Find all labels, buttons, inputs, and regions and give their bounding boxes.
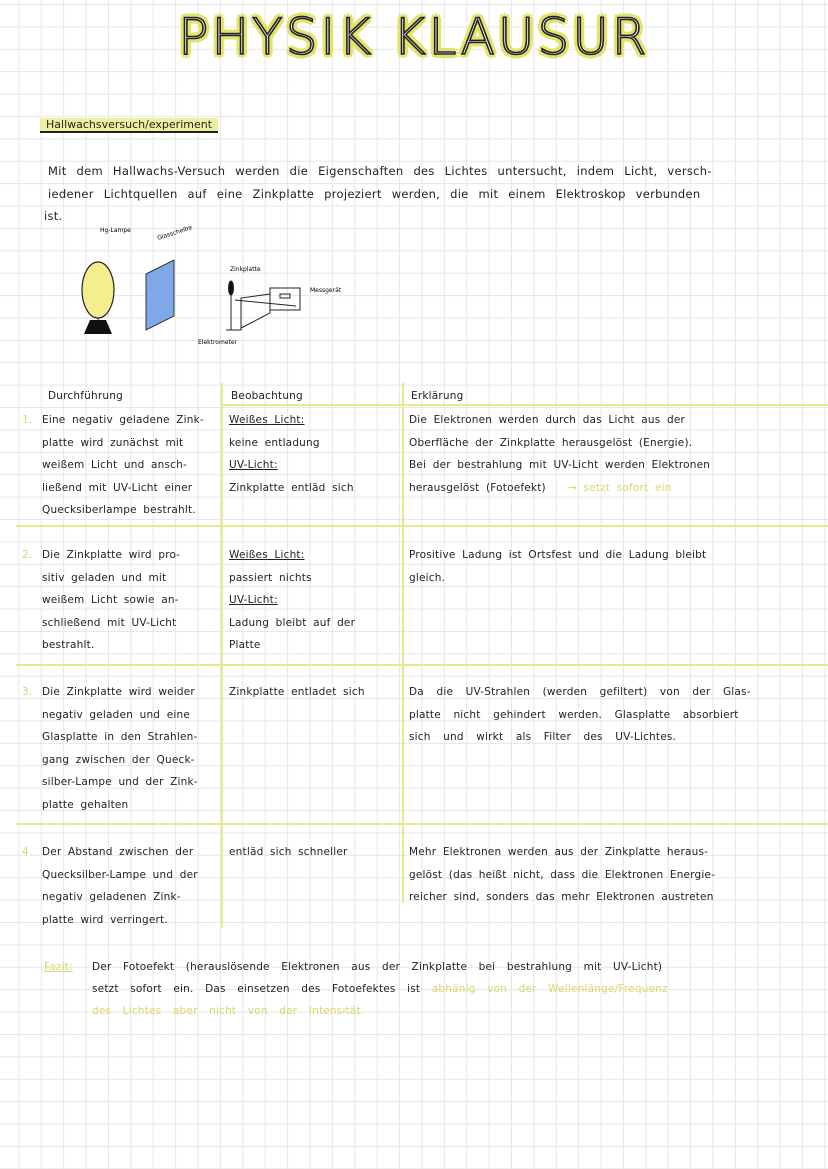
erklaerung-line: gelöst (das heißt nicht, dass die Elektronen Energie- — [409, 868, 716, 881]
erklaerung-line: sich und wirkt als Filter des UV-Lichtes. — [409, 731, 677, 744]
erklaerung-line: Die Elektronen werden durch das Licht aus der — [409, 414, 685, 426]
durchfuehrung-line: Quecksiberlampe bestrahlt. — [42, 504, 196, 517]
table-divider — [16, 823, 828, 825]
durchfuehrung-line: platte gehalten — [42, 799, 129, 811]
durchfuehrung-line: weißem Licht sowie an- — [42, 594, 179, 607]
row-number: 3. — [22, 686, 33, 698]
durchfuehrung-line: sitiv geladen und mit — [42, 571, 167, 584]
beobachtung-line: Zinkplatte entladet sich — [229, 686, 365, 698]
durchfuehrung-line: weißem Licht und ansch- — [42, 459, 187, 472]
beobachtung-line: Ladung bleibt auf der — [229, 616, 356, 629]
row-number: 4. — [22, 846, 33, 858]
table-divider — [16, 525, 828, 527]
fazit-label: Fazit: — [44, 961, 73, 973]
diagram-label-meter: Messgerät — [310, 287, 342, 294]
beobachtung-line: passiert nichts — [229, 571, 312, 584]
header-beobachtung: Beobachtung — [231, 390, 303, 402]
diagram-label-electrometer: Elektrometer — [198, 339, 238, 346]
table-divider — [222, 404, 828, 406]
durchfuehrung-line: Eine negativ geladene Zink- — [42, 414, 204, 426]
header-erklaerung: Erklärung — [411, 390, 464, 402]
erklaerung-line: Oberfläche der Zinkplatte herausgelöst (Energie). — [409, 436, 693, 449]
durchfuehrung-line: ließend mit UV-Licht einer — [42, 481, 193, 494]
erklaerung-line: platte nicht gehindert werden. Glasplatte absorbiert — [409, 708, 739, 721]
fazit-segment: Der Fotoefekt (herauslösende Elektronen aus der Zinkplatte bei bestrahlung mit UV-Licht) — [92, 961, 663, 973]
page-title: PHYSIK KLAUSUR — [178, 8, 650, 66]
column-divider — [402, 383, 404, 903]
erklaerung-line: reicher sind, sonders das mehr Elektronen austreten — [409, 891, 714, 904]
beobachtung-line: Platte — [229, 639, 261, 652]
erklaerung-line: Prositive Ladung ist Ortsfest und die Ladung bleibt — [409, 549, 707, 561]
beobachtung-line: entläd sich schneller — [229, 846, 348, 858]
mercury-lamp-icon — [82, 262, 114, 334]
column-divider — [221, 383, 223, 928]
durchfuehrung-line: Quecksilber-Lampe und der — [42, 868, 198, 881]
beobachtung-line: Weißes Licht: — [229, 414, 305, 426]
durchfuehrung-line: Glasplatte in den Strahlen- — [42, 731, 198, 744]
durchfuehrung-line: negativ geladenen Zink- — [42, 891, 181, 904]
beobachtung-line: UV-Licht: — [229, 594, 278, 607]
durchfuehrung-line: schließend mit UV-Licht — [42, 616, 177, 629]
experiment-diagram — [70, 220, 350, 350]
erklaerung-line: Da die UV-Strahlen (werden gefiltert) von der Glas- — [409, 686, 751, 698]
erklaerung-note: → setzt sofort ein — [568, 481, 672, 494]
durchfuehrung-line: platte wird zunächst mit — [42, 436, 184, 449]
header-durchfuehrung: Durchführung — [48, 390, 123, 402]
fazit-line — [92, 983, 668, 995]
electroscope-icon — [226, 281, 300, 330]
durchfuehrung-line: Die Zinkplatte wird weider — [42, 686, 195, 698]
intro-line: Mit dem Hallwachs-Versuch werden die Eigenschaften des Lichtes untersucht, indem Licht, versch- — [48, 164, 712, 178]
durchfuehrung-line: negativ geladen und eine — [42, 708, 190, 721]
fazit-segment: abhänig von der Wellenlänge/Frequenz — [431, 983, 668, 995]
beobachtung-line: UV-Licht: — [229, 459, 278, 472]
glass-plate-icon — [146, 260, 174, 330]
erklaerung-line: Bei der bestrahlung mit UV-Licht werden Elektronen — [409, 459, 711, 472]
beobachtung-line: keine entladung — [229, 436, 320, 449]
row-number: 1. — [22, 414, 33, 426]
durchfuehrung-line: Der Abstand zwischen der — [42, 846, 194, 858]
fazit-line — [92, 961, 662, 973]
durchfuehrung-line: silber-Lampe und der Zink- — [42, 776, 198, 789]
erklaerung-line: Mehr Elektronen werden aus der Zinkplatte heraus- — [409, 846, 709, 858]
table-divider — [16, 664, 828, 666]
intro-line: iedener Lichtquellen auf eine Zinkplatte projeziert werden, die mit einem Elektroskop verbunden — [48, 187, 701, 201]
erklaerung-line: herausgelöst (Fotoefekt) — [409, 481, 546, 494]
section-heading: Hallwachsversuch/experiment — [40, 118, 218, 133]
erklaerung-line: gleich. — [409, 571, 446, 584]
intro-line: ist. — [44, 209, 63, 223]
durchfuehrung-line: bestrahlt. — [42, 639, 95, 652]
beobachtung-line: Zinkplatte entläd sich — [229, 481, 354, 494]
fazit-line — [92, 1005, 364, 1017]
fazit-segment: des Lichtes aber nicht von der Intensität. — [92, 1005, 365, 1017]
row-number: 2. — [22, 549, 33, 561]
durchfuehrung-line: gang zwischen der Queck- — [42, 753, 195, 766]
fazit-segment: setzt sofort ein. Das einsetzen des Fotoefektes ist — [92, 983, 432, 995]
diagram-label-glass: Glasscheibe — [156, 224, 194, 242]
durchfuehrung-line: Die Zinkplatte wird pro- — [42, 549, 181, 561]
diagram-label-lamp: Hg-Lampe — [100, 227, 131, 234]
diagram-label-zinc: Zinkplatte — [230, 266, 261, 273]
durchfuehrung-line: platte wird verringert. — [42, 913, 168, 926]
beobachtung-line: Weißes Licht: — [229, 549, 305, 561]
